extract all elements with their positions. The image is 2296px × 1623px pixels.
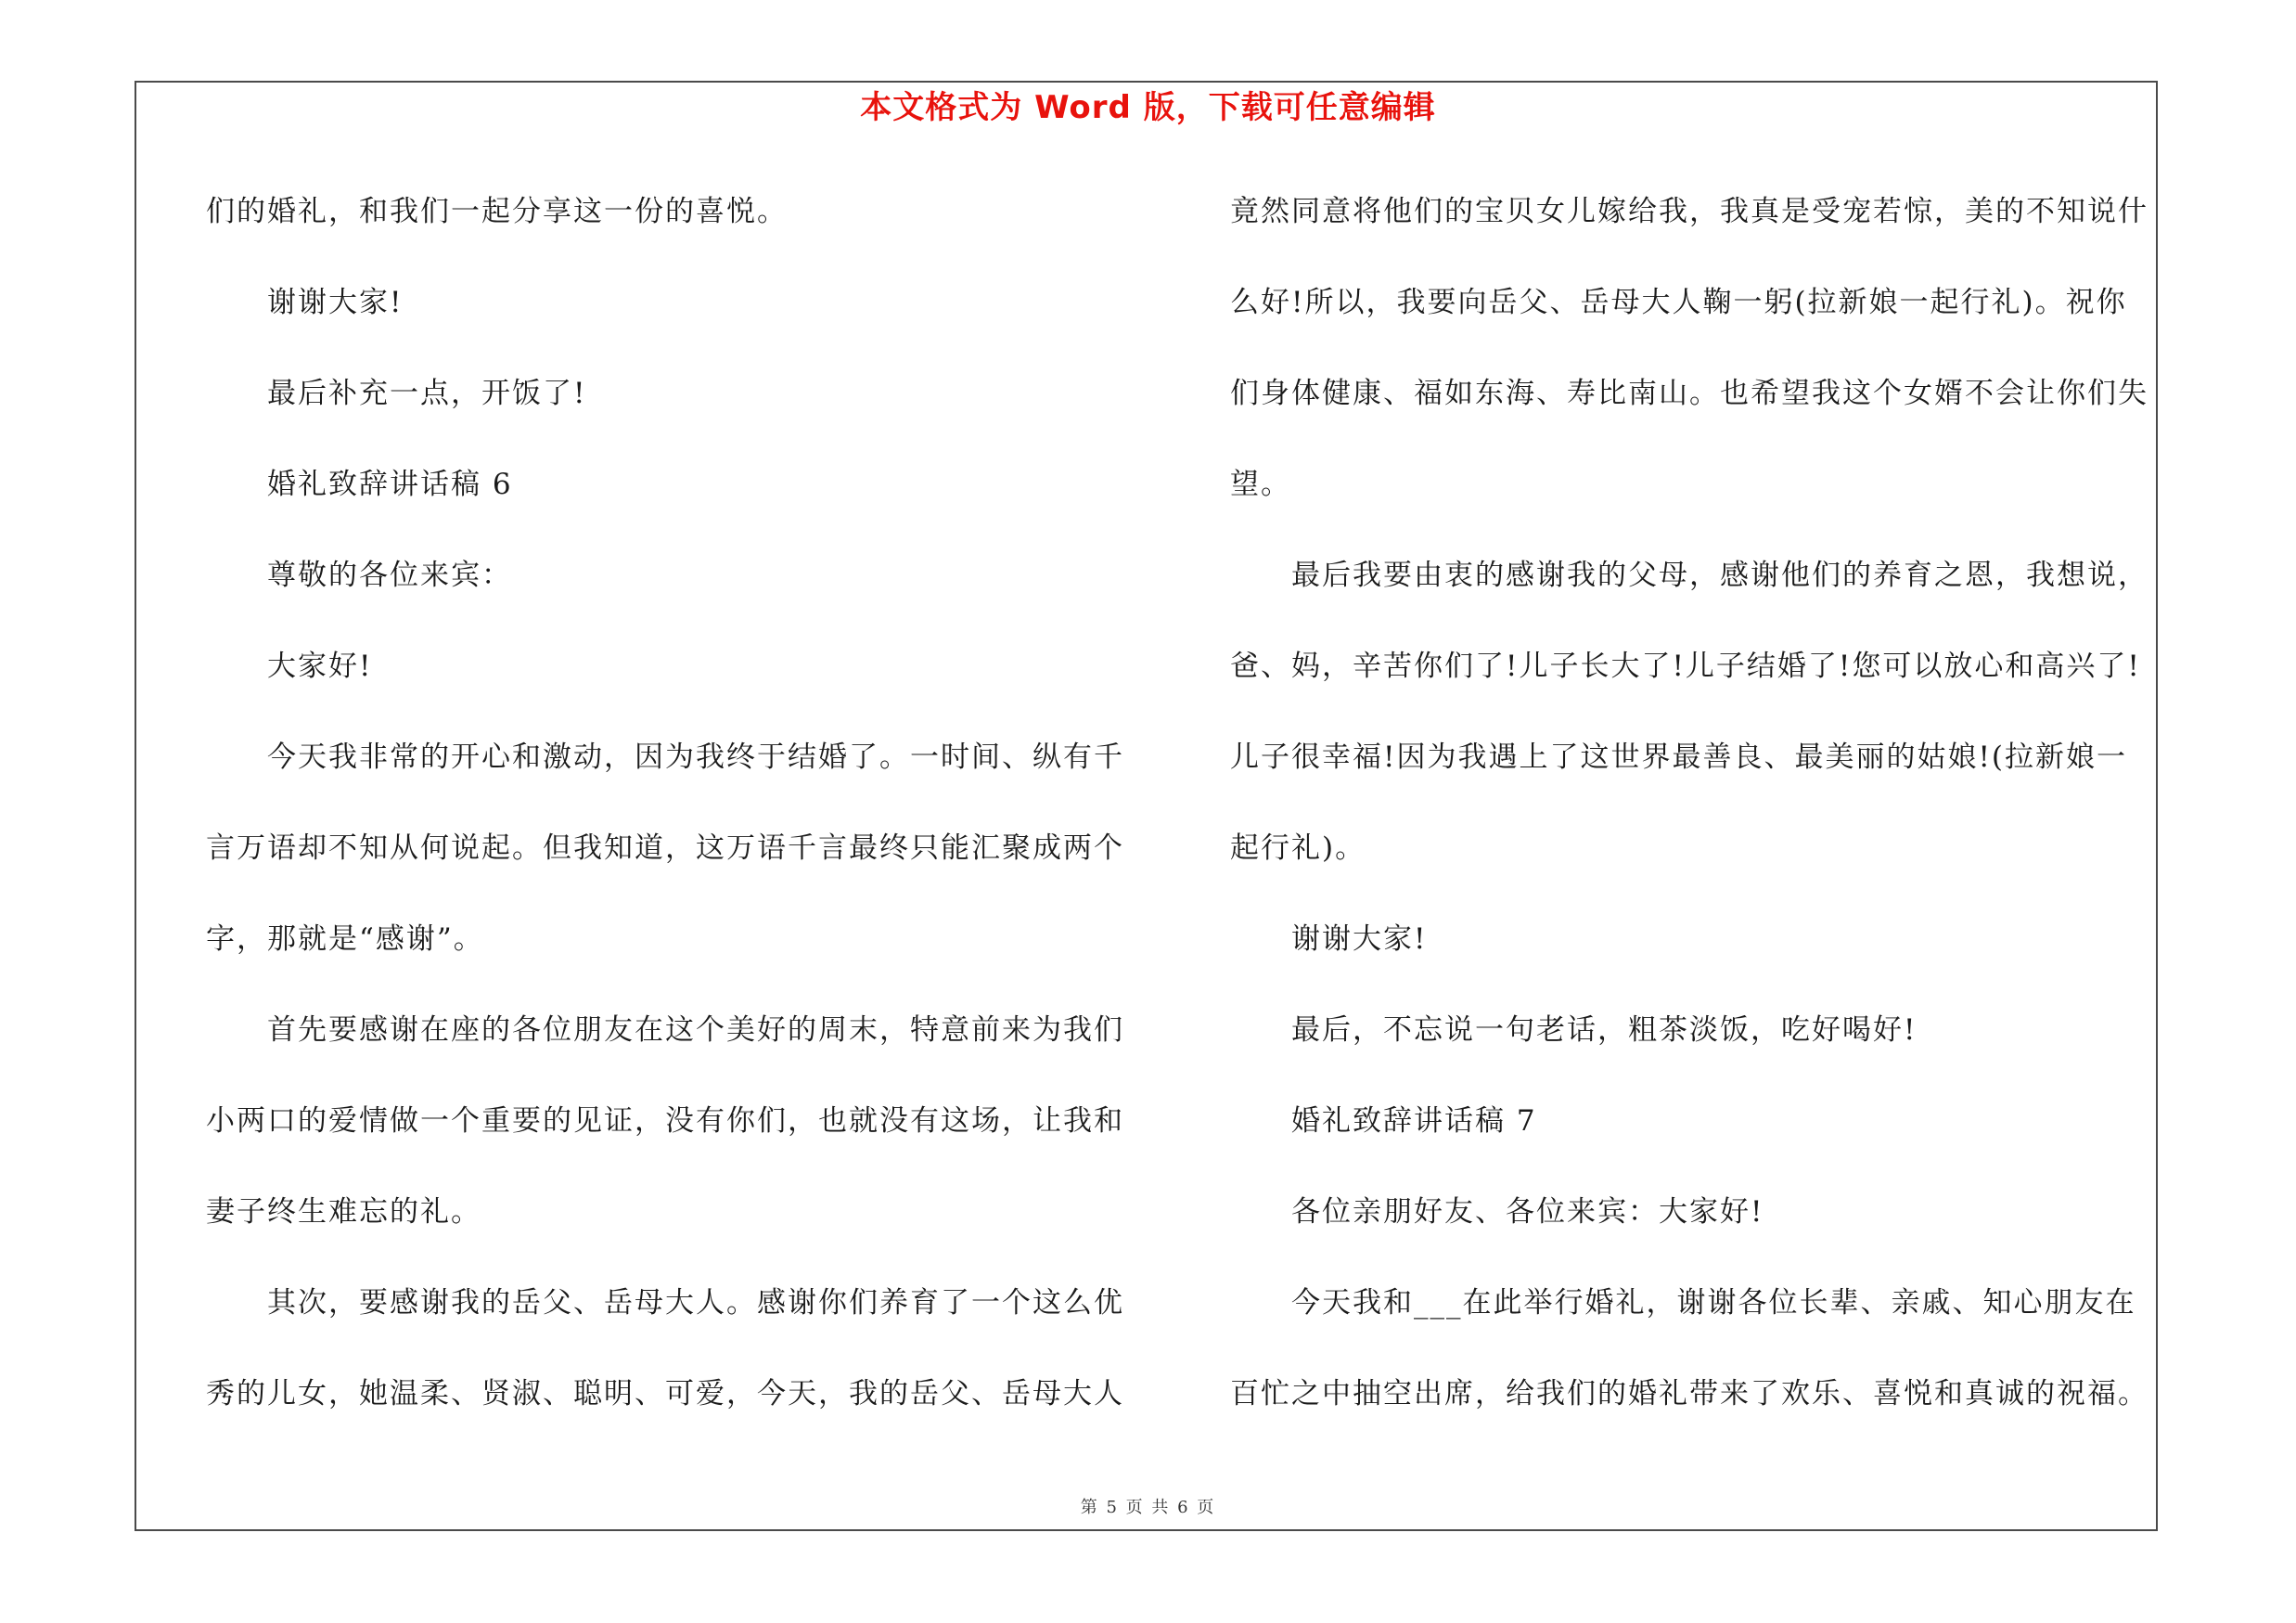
text-line: 望。: [1230, 468, 1291, 501]
text-line: 百忙之中抽空出席，给我们的婚礼带来了欢乐、喜悦和真诚的祝福。: [1230, 1377, 2148, 1410]
text-line: 小两口的爱情做一个重要的见证，没有你们，也就没有这场，让我和: [206, 1104, 1124, 1138]
text-line: 言万语却不知从何说起。但我知道，这万语千言最终只能汇聚成两个: [206, 831, 1124, 865]
right-column: [1230, 184, 2167, 1457]
text-line: 婚礼致辞讲话稿 6: [267, 468, 513, 501]
text-line: 婚礼致辞讲话稿 7: [1291, 1104, 1537, 1138]
text-line: 最后补充一点，开饭了!: [267, 377, 587, 410]
text-line: 们身体健康、福如东海、寿比南山。也希望我这个女婿不会让你们失: [1230, 377, 2148, 410]
text-line: 起行礼)。: [1230, 831, 1366, 865]
text-line: 首先要感谢在座的各位朋友在这个美好的周末，特意前来为我们: [267, 1013, 1124, 1047]
text-line: 么好!所以，我要向岳父、岳母大人鞠一躬(拉新娘一起行礼)。祝你: [1230, 286, 2127, 319]
text-line: 谢谢大家!: [267, 286, 404, 319]
text-line: 儿子很幸福!因为我遇上了这世界最善良、最美丽的姑娘!(拉新娘一: [1230, 741, 2128, 774]
text-line: 字，那就是“感谢”。: [206, 922, 484, 956]
text-line: 妻子终生难忘的礼。: [206, 1195, 481, 1229]
text-line: 尊敬的各位来宾：: [267, 559, 512, 592]
text-line: 今天我和___在此举行婚礼，谢谢各位长辈、亲戚、知心朋友在: [1291, 1286, 2136, 1320]
text-line: 今天我非常的开心和激动，因为我终于结婚了。一时间、纵有千: [267, 741, 1124, 774]
text-line: 各位亲朋好友、各位来宾：大家好!: [1291, 1195, 1764, 1229]
text-line: 其次，要感谢我的岳父、岳母大人。感谢你们养育了一个这么优: [267, 1286, 1124, 1320]
header-banner: 本文格式为 Word 版，下载可任意编辑: [860, 89, 1436, 126]
text-line: 最后，不忘说一句老话，粗茶淡饭，吃好喝好!: [1291, 1013, 1918, 1047]
left-column: [206, 184, 1124, 1457]
text-line: 秀的儿女，她温柔、贤淑、聪明、可爱，今天，我的岳父、岳母大人: [206, 1377, 1124, 1410]
text-line: 们的婚礼，和我们一起分享这一份的喜悦。: [206, 195, 788, 228]
text-line: 竟然同意将他们的宝贝女儿嫁给我，我真是受宠若惊，美的不知说什: [1230, 195, 2148, 228]
text-line: 大家好!: [267, 650, 373, 683]
text-line: 爸、妈，辛苦你们了!儿子长大了!儿子结婚了!您可以放心和高兴了!: [1230, 650, 2141, 683]
page-footer: 第 5 页 共 6 页: [1080, 1498, 1216, 1517]
text-line: 最后我要由衷的感谢我的父母，感谢他们的养育之恩，我想说，: [1291, 559, 2148, 592]
text-line: 谢谢大家!: [1291, 922, 1428, 956]
